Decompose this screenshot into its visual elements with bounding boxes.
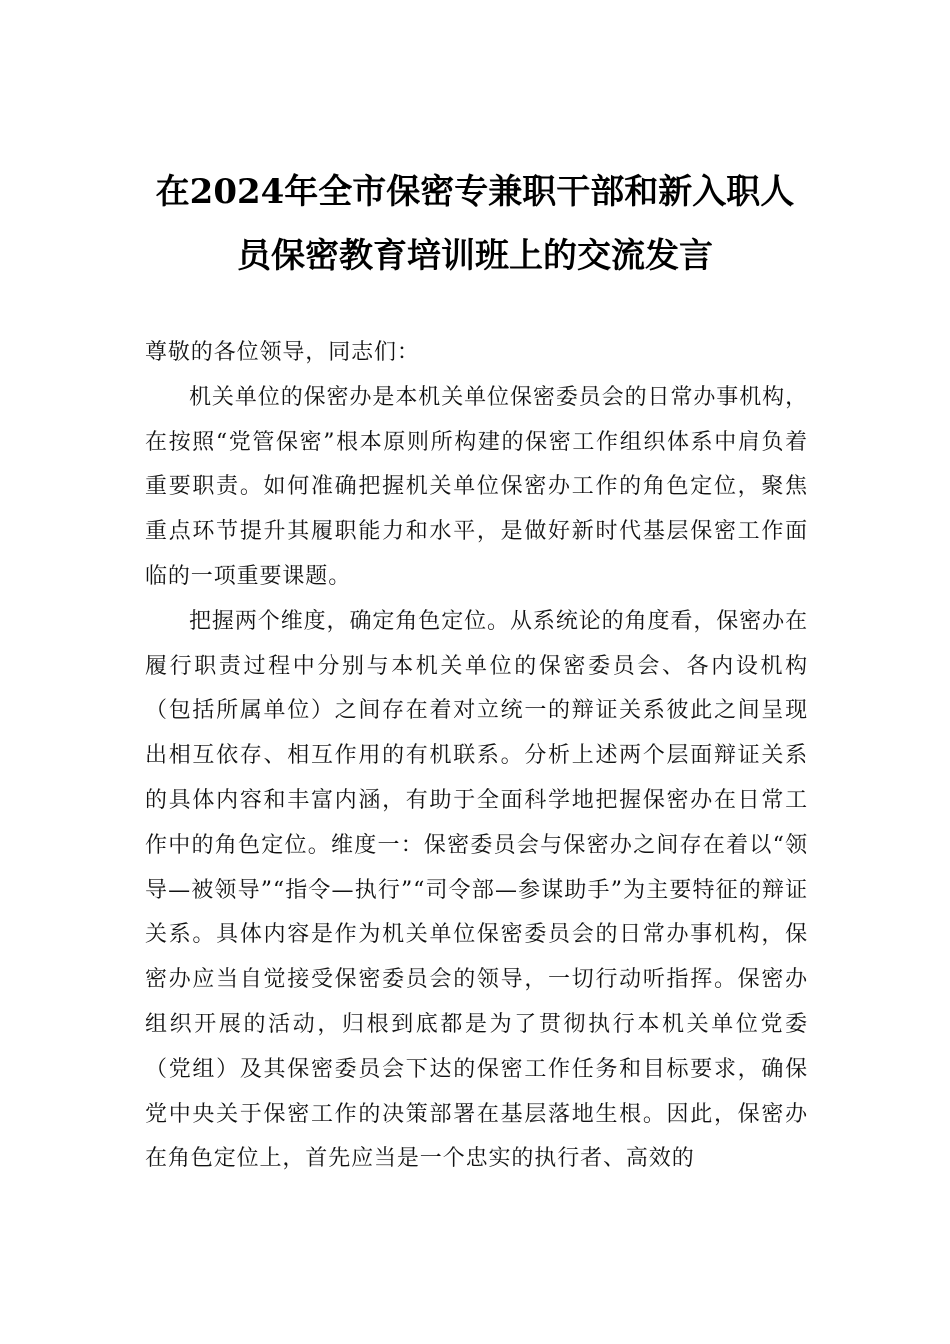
title-line-2: 员保密教育培训班上的交流发言 [237,236,713,276]
document-body [145,331,808,1182]
paragraph-role-positioning: 把握两个维度，确定角色定位。从系统论的角度看，保密办在履行职责过程中分别与本机关单位的保密委员会、各内设机构（包括所属单位）之间存在着对立统一的辩证关系彼此之间呈现出相互依存、相互作用的有机联系。分析上述两个层面辩证关系的具体内容和丰富内涵，有助于全面科学地把握保密办在日常工作中的角色定位。维度一：保密委员会与保密办之间存在着以“领导—被领导”“指令—执行”“司令部—参谋助手”为主要特征的辩证关系。具体内容是作为机关单位保密委员会的日常办事机构，保密办应当自觉接受保密委员会的领导，一切行动听指挥。保密办组织开展的活动，归根到底都是为了贯彻执行本机关单位党委（党组）及其保密委员会下达的保密工作任务和目标要求，确保党中央关于保密工作的决策部署在基层落地生根。因此，保密办在角色定位上，首先应当是一个忠实的执行者、高效的 [145,608,808,1172]
salutation: 尊敬的各位领导，同志们： [145,340,420,365]
document-title [140,160,810,288]
title-line-1: 在2024年全市保密专兼职干部和新入职人 [155,172,795,212]
paragraph-intro: 机关单位的保密办是本机关单位保密委员会的日常办事机构，在按照“党管保密”根本原则所构建的保密工作组织体系中肩负着重要职责。如何准确把握机关单位保密办工作的角色定位，聚焦重点环节提升其履职能力和水平，是做好新时代基层保密工作面临的一项重要课题。 [145,384,808,589]
